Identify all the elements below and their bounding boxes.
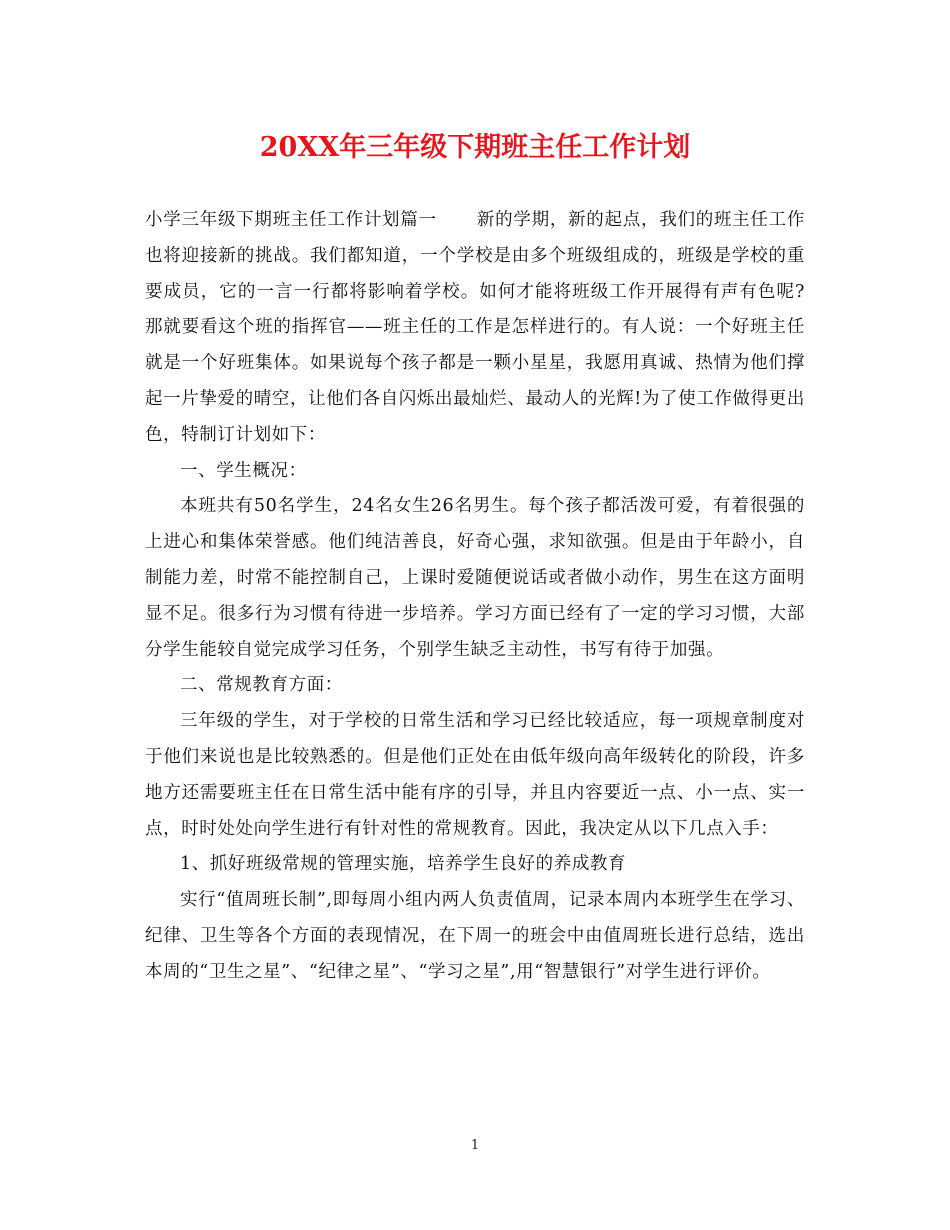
- section-heading-student-overview: 一、学生概况：: [180, 460, 307, 481]
- document-title: 20XX年三年级下期班主任工作计划: [259, 132, 691, 163]
- subheading-class-management: 1、抓好班级常规的管理实施，培养学生良好的养成教育: [180, 854, 627, 875]
- paragraph-class-monitor-system: 实行“值周班长制”,即每周小组内两人负责值周，记录本周内本班学生在学习、纪律、卫生等各个方面的表现情况，在下周一的班会中由值周班长进行总结，选出本周的“卫生之星”、“纪律之星”、“学习之星”,用“智慧银行”对学生进行评价。: [145, 890, 805, 982]
- intro-text: 新的学期，新的起点，我们的班主任工作也将迎接新的挑战。我们都知道，一个学校是由多个班级组成的，班级是学校的重要成员，它的一言一行都将影响着学校。如何才能将班级工作开展得有声有色呢?那就要看这个班的指挥官——班主任的工作是怎样进行的。有人说：一个好班主任就是一个好班集体。如果说每个孩子都是一颗小星星，我愿用真诚、热情为他们撑起一片挚爱的晴空，让他们各自闪烁出最灿烂、最动人的光辉!为了使工作做得更出色，特制订计划如下：: [145, 210, 805, 445]
- paragraph-routine-education: 三年级的学生，对于学校的日常生活和学习已经比较适应，每一项规章制度对于他们来说也是比较熟悉的。但是他们正处在由低年级向高年级转化的阶段，许多地方还需要班主任在日常生活中能有序的引导，并且内容要近一点、小一点、实一点，时时处处向学生进行有针对性的常规教育。因此，我决定从以下几点入手：: [145, 711, 805, 839]
- paragraph-student-overview: 本班共有50名学生，24名女生26名男生。每个孩子都活泼可爱，有着很强的上进心和集体荣誉感。他们纯洁善良，好奇心强，求知欲强。但是由于年龄小，自制能力差，时常不能控制自己，上课时爱随便说话或者做小动作，男生在这方面明显不足。很多行为习惯有待进一步培养。学习方面已经有了一定的学习习惯，大部分学生能较自觉完成学习任务，个别学生缺乏主动性，书写有待于加强。: [145, 496, 805, 660]
- document-body: [145, 203, 805, 991]
- intro-paragraph: [145, 203, 805, 454]
- page-number: 1: [470, 1138, 480, 1153]
- section-heading-routine-education: 二、常规教育方面：: [180, 675, 343, 696]
- intro-heading: 小学三年级下期班主任工作计划篇一: [145, 210, 437, 230]
